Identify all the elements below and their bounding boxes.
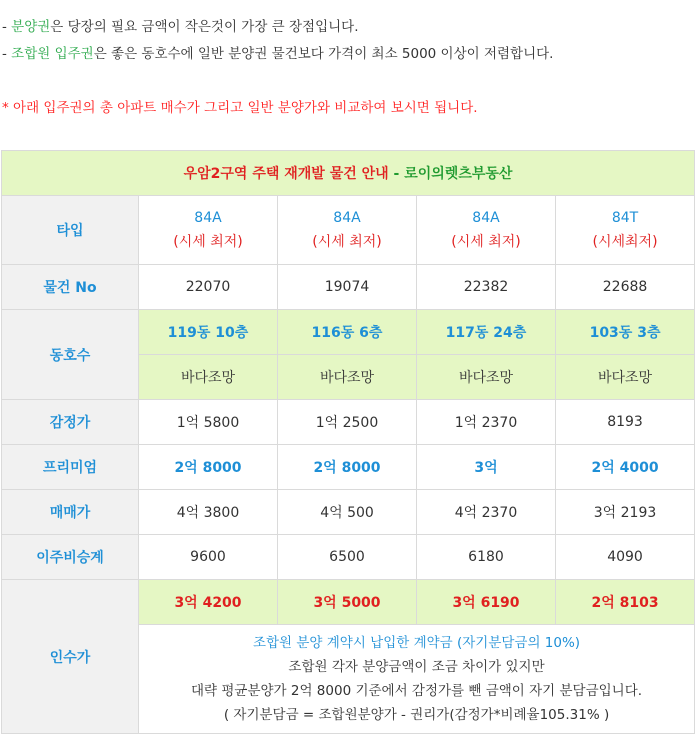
table-row-type — [2, 196, 695, 265]
type-note: (시세최저) — [592, 234, 658, 250]
note-line-average: 대략 평균분양가 2억 8000 기준에서 감정가를 뺀 금액이 자기 분담금입니다. — [191, 683, 643, 699]
type-cell — [417, 196, 556, 265]
title-separator: - — [388, 166, 405, 182]
type-note: (시세 최저) — [451, 234, 521, 250]
item-no-cell: 19074 — [278, 265, 417, 310]
table-title — [2, 151, 695, 196]
appraisal-cell: 8193 — [556, 400, 695, 445]
takeover-notes — [139, 625, 695, 734]
intro-line-presale — [2, 15, 359, 35]
sale-price-cell: 4억 3800 — [139, 490, 278, 535]
type-value: 84A — [472, 210, 500, 226]
note-line-formula: ( 자기분담금 = 조합원분양가 - 권리가(감정가*비례율105.31% ) — [223, 707, 610, 723]
type-value: 84T — [611, 210, 639, 226]
view-cell: 바다조망 — [417, 355, 556, 400]
view-cell: 바다조망 — [278, 355, 417, 400]
item-no-cell: 22688 — [556, 265, 695, 310]
label-sale-price: 매매가 — [2, 490, 139, 535]
listing-table — [1, 150, 695, 734]
bullet-dash: - — [2, 19, 12, 35]
relocation-cell: 9600 — [139, 535, 278, 580]
relocation-cell: 6500 — [278, 535, 417, 580]
appraisal-cell: 1억 2370 — [417, 400, 556, 445]
table-row-relocation — [2, 535, 695, 580]
label-premium: 프리미엄 — [2, 445, 139, 490]
appraisal-cell: 1억 2500 — [278, 400, 417, 445]
premium-cell: 2억 8000 — [278, 445, 417, 490]
unit-cell: 103동 3층 — [556, 310, 695, 355]
takeover-cell: 3억 4200 — [139, 580, 278, 625]
item-no-cell: 22382 — [417, 265, 556, 310]
table-title-agency: 로이의렛츠부동산 — [404, 166, 513, 182]
presale-highlight: 분양권 — [11, 19, 51, 35]
type-cell — [556, 196, 695, 265]
table-row-premium — [2, 445, 695, 490]
premium-cell: 2억 4000 — [556, 445, 695, 490]
sale-price-cell: 4억 500 — [278, 490, 417, 535]
table-row-takeover — [2, 580, 695, 625]
sale-price-cell: 4억 2370 — [417, 490, 556, 535]
sale-price-cell: 3억 2193 — [556, 490, 695, 535]
type-value: 84A — [333, 210, 361, 226]
type-cell — [139, 196, 278, 265]
label-relocation: 이주비승계 — [2, 535, 139, 580]
type-value: 84A — [194, 210, 222, 226]
appraisal-cell: 1억 5800 — [139, 400, 278, 445]
takeover-cell: 3억 5000 — [278, 580, 417, 625]
move-in-right-text: 은 좋은 동호수에 일반 분양권 물건보다 가격이 최소 5000 이상이 저렴합니다. — [93, 46, 554, 62]
premium-cell: 2억 8000 — [139, 445, 278, 490]
item-no-cell: 22070 — [139, 265, 278, 310]
table-row-item-no — [2, 265, 695, 310]
label-type: 타입 — [2, 196, 139, 265]
table-row-unit — [2, 310, 695, 355]
intro-line-move-in-right — [2, 42, 553, 62]
table-title-row — [2, 151, 695, 196]
type-note: (시세 최저) — [312, 234, 382, 250]
unit-cell: 119동 10층 — [139, 310, 278, 355]
note-line-deposit: 조합원 분양 계약시 납입한 계약금 (자기분담금의 10%) — [252, 635, 581, 651]
table-row-appraisal — [2, 400, 695, 445]
label-appraisal: 감정가 — [2, 400, 139, 445]
move-in-right-highlight: 조합원 입주권 — [11, 46, 94, 62]
bullet-dash: - — [2, 46, 12, 62]
view-cell: 바다조망 — [139, 355, 278, 400]
presale-text: 은 당장의 필요 금액이 작은것이 가장 큰 장점입니다. — [50, 19, 359, 35]
takeover-cell: 2억 8103 — [556, 580, 695, 625]
type-cell — [278, 196, 417, 265]
table-title-main: 우암2구역 주택 재개발 물건 안내 — [183, 166, 389, 182]
relocation-cell: 6180 — [417, 535, 556, 580]
note-line-difference: 조합원 각자 분양금액이 조금 차이가 있지만 — [288, 659, 545, 675]
relocation-cell: 4090 — [556, 535, 695, 580]
intro-line-note: * 아래 입주권의 총 아파트 매수가 그리고 일반 분양가와 비교하여 보시면 됩니다. — [2, 100, 478, 116]
label-item-no: 물건 No — [2, 265, 139, 310]
label-takeover: 인수가 — [2, 580, 139, 734]
table-row-sale-price — [2, 490, 695, 535]
unit-cell: 117동 24층 — [417, 310, 556, 355]
view-cell: 바다조망 — [556, 355, 695, 400]
label-unit: 동호수 — [2, 310, 139, 400]
unit-cell: 116동 6층 — [278, 310, 417, 355]
premium-cell: 3억 — [417, 445, 556, 490]
type-note: (시세 최저) — [173, 234, 243, 250]
takeover-cell: 3억 6190 — [417, 580, 556, 625]
